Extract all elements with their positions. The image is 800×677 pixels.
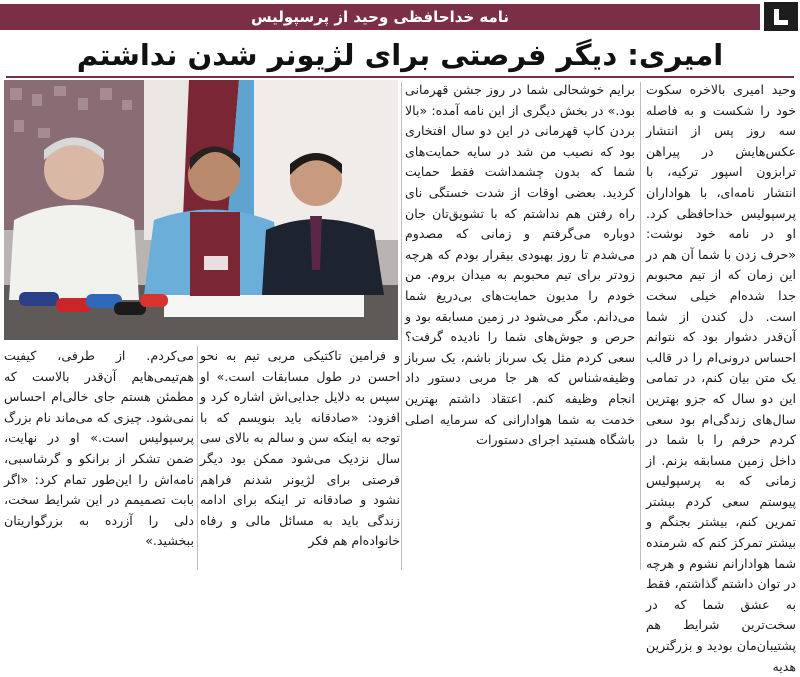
section-kicker-bar [0, 4, 760, 30]
photo-illustration [4, 80, 398, 340]
article-column-bottom-a [200, 346, 400, 572]
newspaper-section-icon [770, 7, 792, 27]
section-logo [764, 2, 798, 31]
section-header-strip [0, 0, 800, 33]
column-divider [197, 346, 198, 570]
signing-photo [4, 80, 398, 340]
section-kicker-text: نامه خداحافظی وحید از پرسپولیس [250, 8, 510, 26]
article-column-middle [405, 80, 635, 572]
column-divider [401, 82, 402, 570]
article-column-right [646, 80, 796, 674]
article-text-right: وحید امیری بالاخره سکوت خود را شکست و به فاصله سه روز پس از انتشار عکس‌هایش در پیراهن ترابزون اسپور ترکیه، با انتشار نامه‌ای، با هواداران پرسپولیس خداحافظی کرد. او در نامه خود نوشت: «حرف زدن با شما آن هم در این زمان که از تیم محبوبم جدا شده‌ام خیلی سخت است. دل کندن از شما آن‌قدر دشوار بود که نتوانم احساس درونی‌ام را در قالب یک متن بیان کنم، در تمامی این دو سال که جزو بهترین سال‌های زندگی‌ام بود سعی کردم حرفم را با شما در داخل زمین مسابقه بزنم. از زمانی که به پرسپولیس پیوستم سعی کردم بیشتر تمرین کنم، بیشتر بجنگم و بیشتر تمرکز کنم که شرمنده شما هوادارانم نشوم و هرچه در توان داشتم گذاشتم، فقط به عشق شما که در سخت‌ترین شرایط هم پشتیبان‌مان بودید و بزرگترین هدیه [646, 82, 796, 674]
article-text-bottom-b: می‌کردم. از طرفی، کیفیت هم‌تیمی‌هایم آن‌قدر بالاست که مطمئن هستم جای خالی‌ام احساس نمی‌شود. چیزی که می‌ماند نام بزرگ پرسپولیس است.» او در نهایت، ضمن تشکر از برانکو و گرشاسبی، نامه‌اش را این‌طور تمام کرد: «اگر بابت تصمیمم در این شرایط سخت، دلی را آزرده به بزرگواریتان ببخشید.» [4, 348, 194, 549]
article-text-bottom-a: و فرامین تاکتیکی مربی تیم به نحو احسن در طول مسابقات است.» او سپس به دلایل جدایی‌اش اشاره کرد و افزود: «صادقانه باید بنویسم که با توجه به اینکه سن و سالم به بالای سی سال نزدیک می‌شود ممکن بود دیگر فرصتی برای لژیونر شدنم فراهم نشود و صادقانه تر اینکه برای ادامه زندگی باید به مسائل مالی و رفاه خانواده‌ام هم فکر [200, 348, 400, 549]
article-text-middle: برایم خوشحالی شما در روز جشن قهرمانی بود.» در بخش دیگری از این نامه آمده: «بالا بردن کاپ قهرمانی در این دو سال افتخاری بود که نصیب من شد در سایه حمایت‌های شما که بدون چشمداشت فقط حمایت کردید. بعضی اوقات از شدت خستگی نای راه رفتن هم نداشتم که با تشویق‌تان جان دوباره می‌گرفتم و زمانی که مصدوم می‌شدم تا روز بهبودی بیقرار بودم که هرچه زودتر برای تیم محبوبم به میدان بروم. من خودم را مدیون حمایت‌های بی‌دریغ شما می‌دانم. مگر می‌شود در زمین مسابقه بود و حرص و جوش‌های شما را نادیده گرفت؟ سعی کردم مثل یک سرباز باشم، یک سرباز وظیفه‌شناس که هر جا مربی دستور داد انجام وظیفه کنم. اعتقاد داشتم بهترین خدمت به شما هوادارانی که سرمایه اصلی باشگاه هستید اجرای دستورات [405, 82, 635, 448]
article-headline: امیری: دیگر فرصتی برای لژیونر شدن نداشتم [76, 38, 724, 72]
article-column-bottom-b [4, 346, 194, 572]
column-divider [640, 82, 641, 570]
headline-rule [6, 76, 794, 78]
